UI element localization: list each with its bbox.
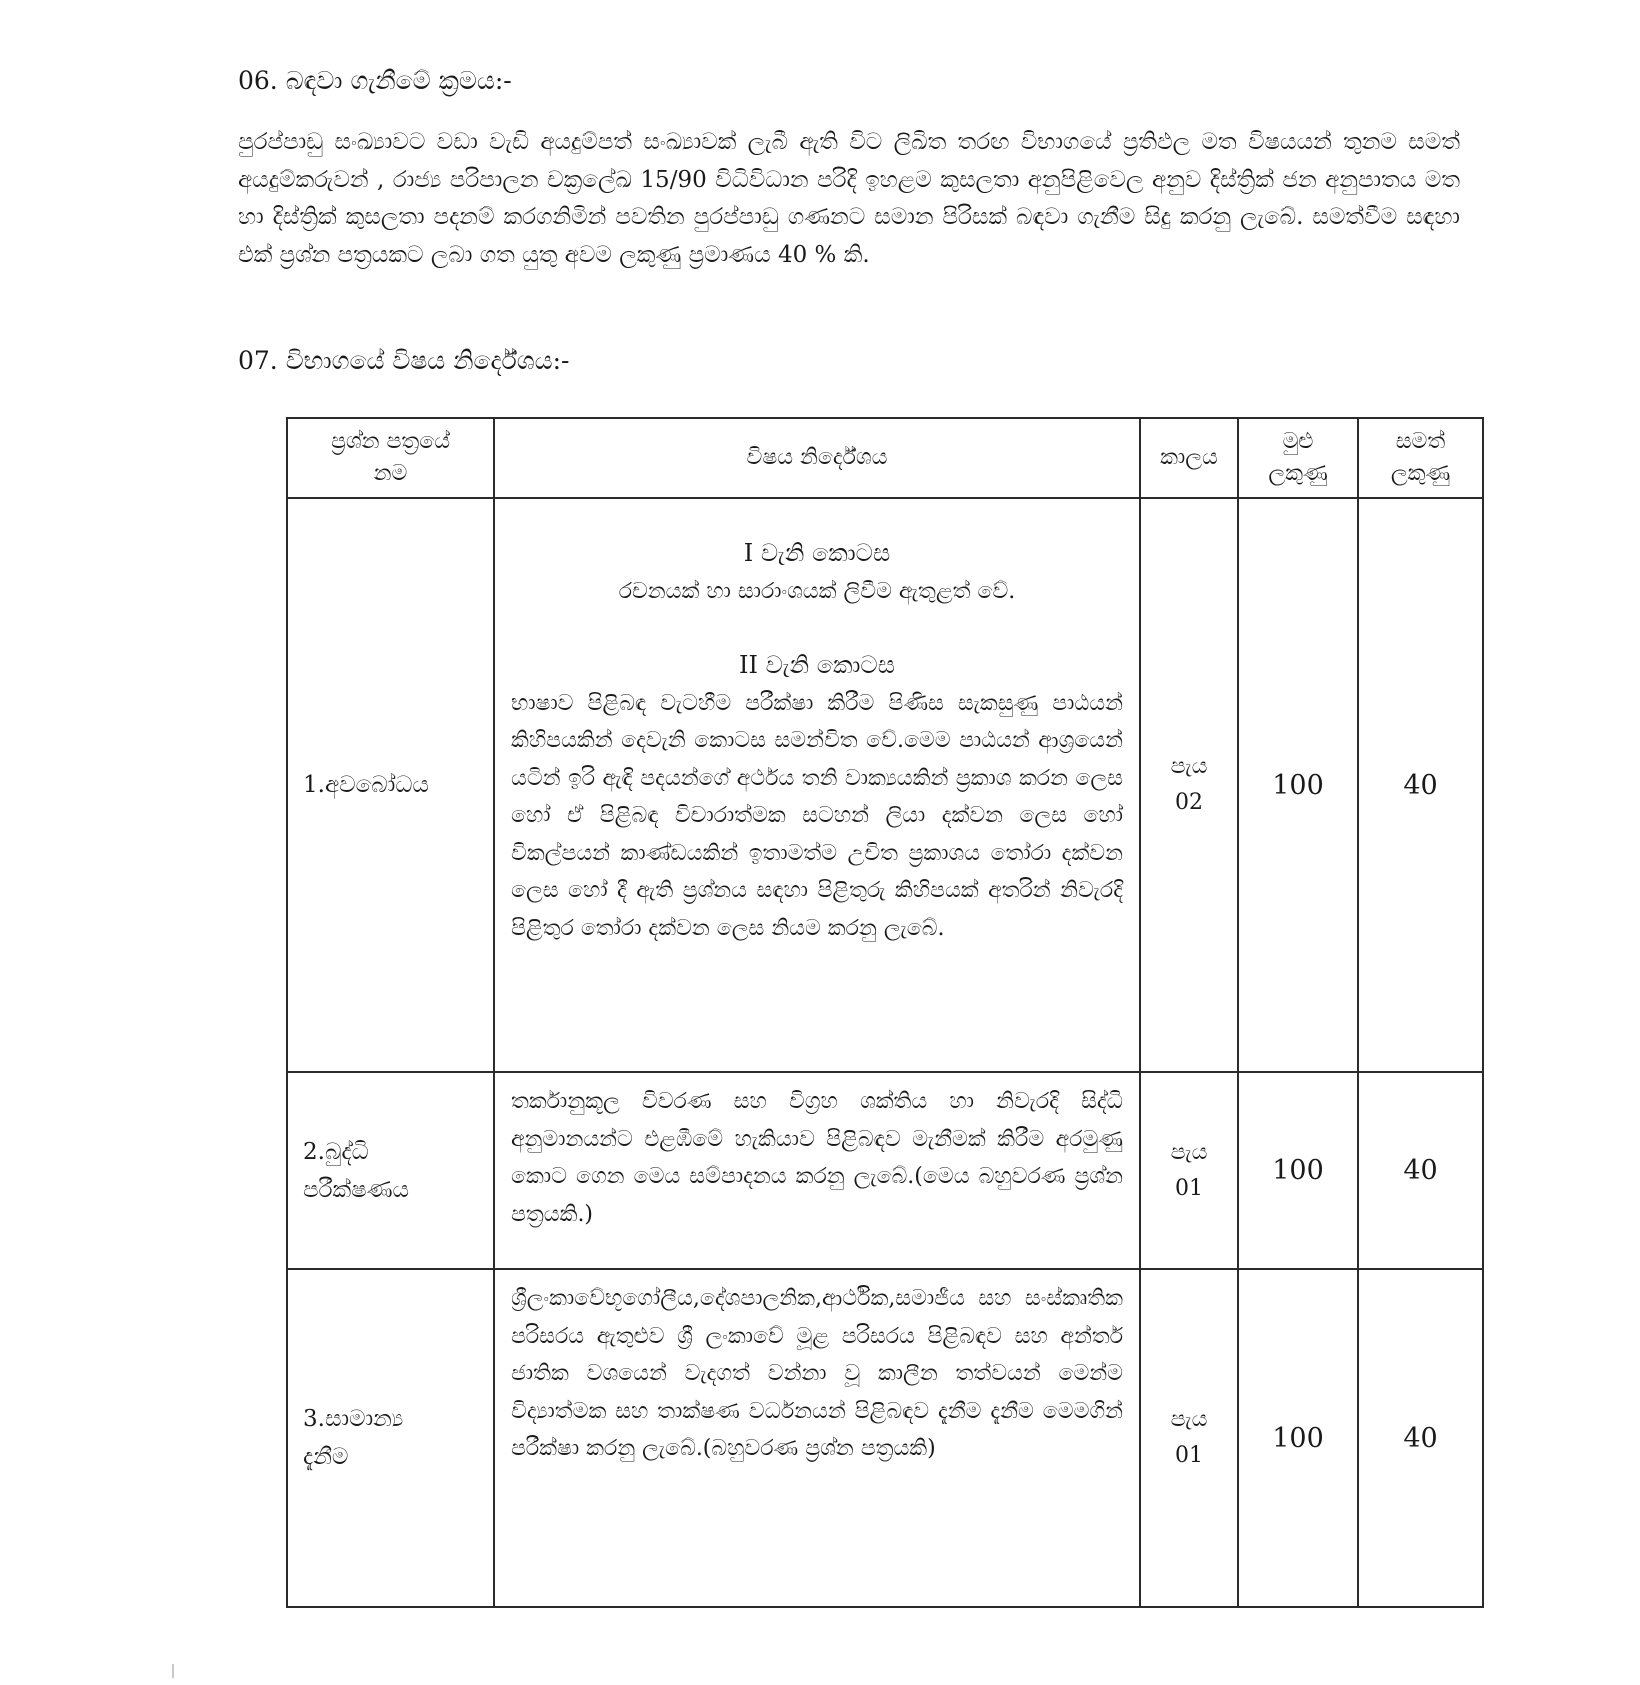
header-duration: කාලය — [1140, 418, 1238, 498]
duration-cell: පැය 01 — [1140, 1269, 1238, 1607]
max-marks-cell: 100 — [1238, 498, 1358, 1072]
duration-cell: පැය 02 — [1140, 498, 1238, 1072]
duration-cell: පැය 01 — [1140, 1072, 1238, 1269]
pass-marks-cell: 40 — [1358, 1072, 1483, 1269]
table-row — [287, 1072, 1483, 1269]
table-row — [287, 1269, 1483, 1607]
syllabus-cell: ශ්‍රීලංකාවේභූගෝලීය,දේශපාලනික,ආර්ථික,සමාජීය සහ සංස්කෘතික පරිසරය ඇතුළුව ශ්‍රී ලංකාවේ මූළ පරිසරය පිළිබඳව සහ අන්තර් ජාතික වශයෙන් වැදගත් වන්නා වූ කාලීන තත්වයන් මෙන්ම විද්‍යාත්මක සහ තාක්ෂණ වර්ධනයන් පිළිබඳව දැනීම දැනීම මෙමගින් පරීක්ෂා කරනු ලැබේ.(බහුවරණ ප්‍රශ්න පත්‍රයකි) — [494, 1269, 1140, 1607]
pass-marks-cell: 40 — [1358, 1269, 1483, 1607]
part-1-title: I වැනි කොටස — [743, 539, 891, 567]
part-1-text: රචනයක් හා සාරාංශයක් ලිවීම ඇතුළත් වේ. — [618, 578, 1016, 604]
syllabus-cell: තර්කානුකූල විවරණ සහ විග්‍රහ ශක්තිය හා නිවැරදි සිද්ධි අනුමානයන්ට එළඹීමේ හැකියාව පිළිබඳව මැනීමක් කිරීම අරමුණු කොට ගෙන මෙය සම්පාදනය කරනු ලැබේ.(මෙය බහුවරණ ප්‍රශ්න පත්‍රයකි.) — [494, 1072, 1140, 1269]
max-marks-cell: 100 — [1238, 1269, 1358, 1607]
max-marks-cell: 100 — [1238, 1072, 1358, 1269]
spacer — [511, 610, 1123, 647]
header-paper-name: ප්‍රශ්න පත්‍රයේ නම — [287, 418, 494, 498]
header-max-marks: මුළු ලකුණු — [1238, 418, 1358, 498]
part-2-text: භාෂාව පිළිබඳ වැටහීම පරීක්ෂා කිරීම පිණිස සැකසුණු පාඨයන් කිහිපයකින් දෙවැනි කොටස සමන්විත වේ.මෙම පාඨයන් ආශ්‍රයෙන් යටින් ඉරි ඇඳි පදයන්ගේ අර්ථය තනි වාක්‍යයකින් ප්‍රකාශ කරන ලෙස හෝ ඒ පිළිබඳ විචාරාත්මක සටහන් ලියා දක්වන ලෙස හෝ විකල්පයන් කාණ්ඩයකින් ඉතාමත්ම උචිත ප්‍රකාශය තෝරා දක්වන ලෙස හෝ දී ඇති ප්‍රශ්නය සඳහා පිළිතුරු කිහිපයක් අතරින් නිවැරදි පිළිතුර තෝරා දක්වන ලෙස නියම කරනු ලැබේ. — [511, 690, 1123, 941]
pass-marks-cell: 40 — [1358, 498, 1483, 1072]
header-syllabus: විෂය නිර්දේශය — [494, 418, 1140, 498]
recruitment-method-paragraph: පුරප්පාඩු සංඛ්‍යාවට වඩා වැඩි අයදුම්පත් සංඛ්‍යාවක් ලැබී ඇති විට ලිඛිත තරඟ විභාගයේ ප්‍රතිඵල මත විෂයයන් තුනම සමත් අයදුම්කරුවන් , රාජ්‍ය පරිපාලන චක්‍රලේඛ 15/90 විධිවිධාන පරිදි ඉහළම කුසලතා අනුපිළිවෙල අනුව දිස්ත්‍රික් ජන අනුපාතය මත හා දිස්ත්‍රික් කුසලතා පදනම් කරගනිමින් පවතින පුරප්පාඩු ගණනට සමාන පිරිසක් බඳවා ගැනීම සිදු කරනු ලැබේ. සමත්වීම සඳහා එක් ප්‍රශ්න පත්‍රයකට ලබා ගත යුතු අවම ලකුණු ප්‍රමාණය 40 % කි. — [238, 129, 1460, 268]
spacer — [511, 509, 1123, 535]
paper-name-cell: 3.සාමාන්‍ය දැනීම — [287, 1269, 494, 1607]
syllabus-cell — [494, 498, 1140, 1072]
section-06-heading: 06. බඳවා ගැනීමේ ක්‍රමය:- — [238, 66, 512, 95]
syllabus-table — [286, 417, 1484, 1608]
paper-name-cell: 2.බුද්ධි පරීක්ෂණය — [287, 1072, 494, 1269]
table-header-row — [287, 418, 1483, 498]
header-pass-marks: සමත් ලකුණු — [1358, 418, 1483, 498]
scan-mark — [172, 1664, 174, 1678]
paper-name-cell: 1.අවබෝධය — [287, 498, 494, 1072]
section-07-heading: 07. විභාගයේ විෂය නිර්දේශය:- — [238, 346, 570, 375]
part-2-title: II වැනි කොටස — [739, 651, 895, 679]
table-row — [287, 498, 1483, 1072]
